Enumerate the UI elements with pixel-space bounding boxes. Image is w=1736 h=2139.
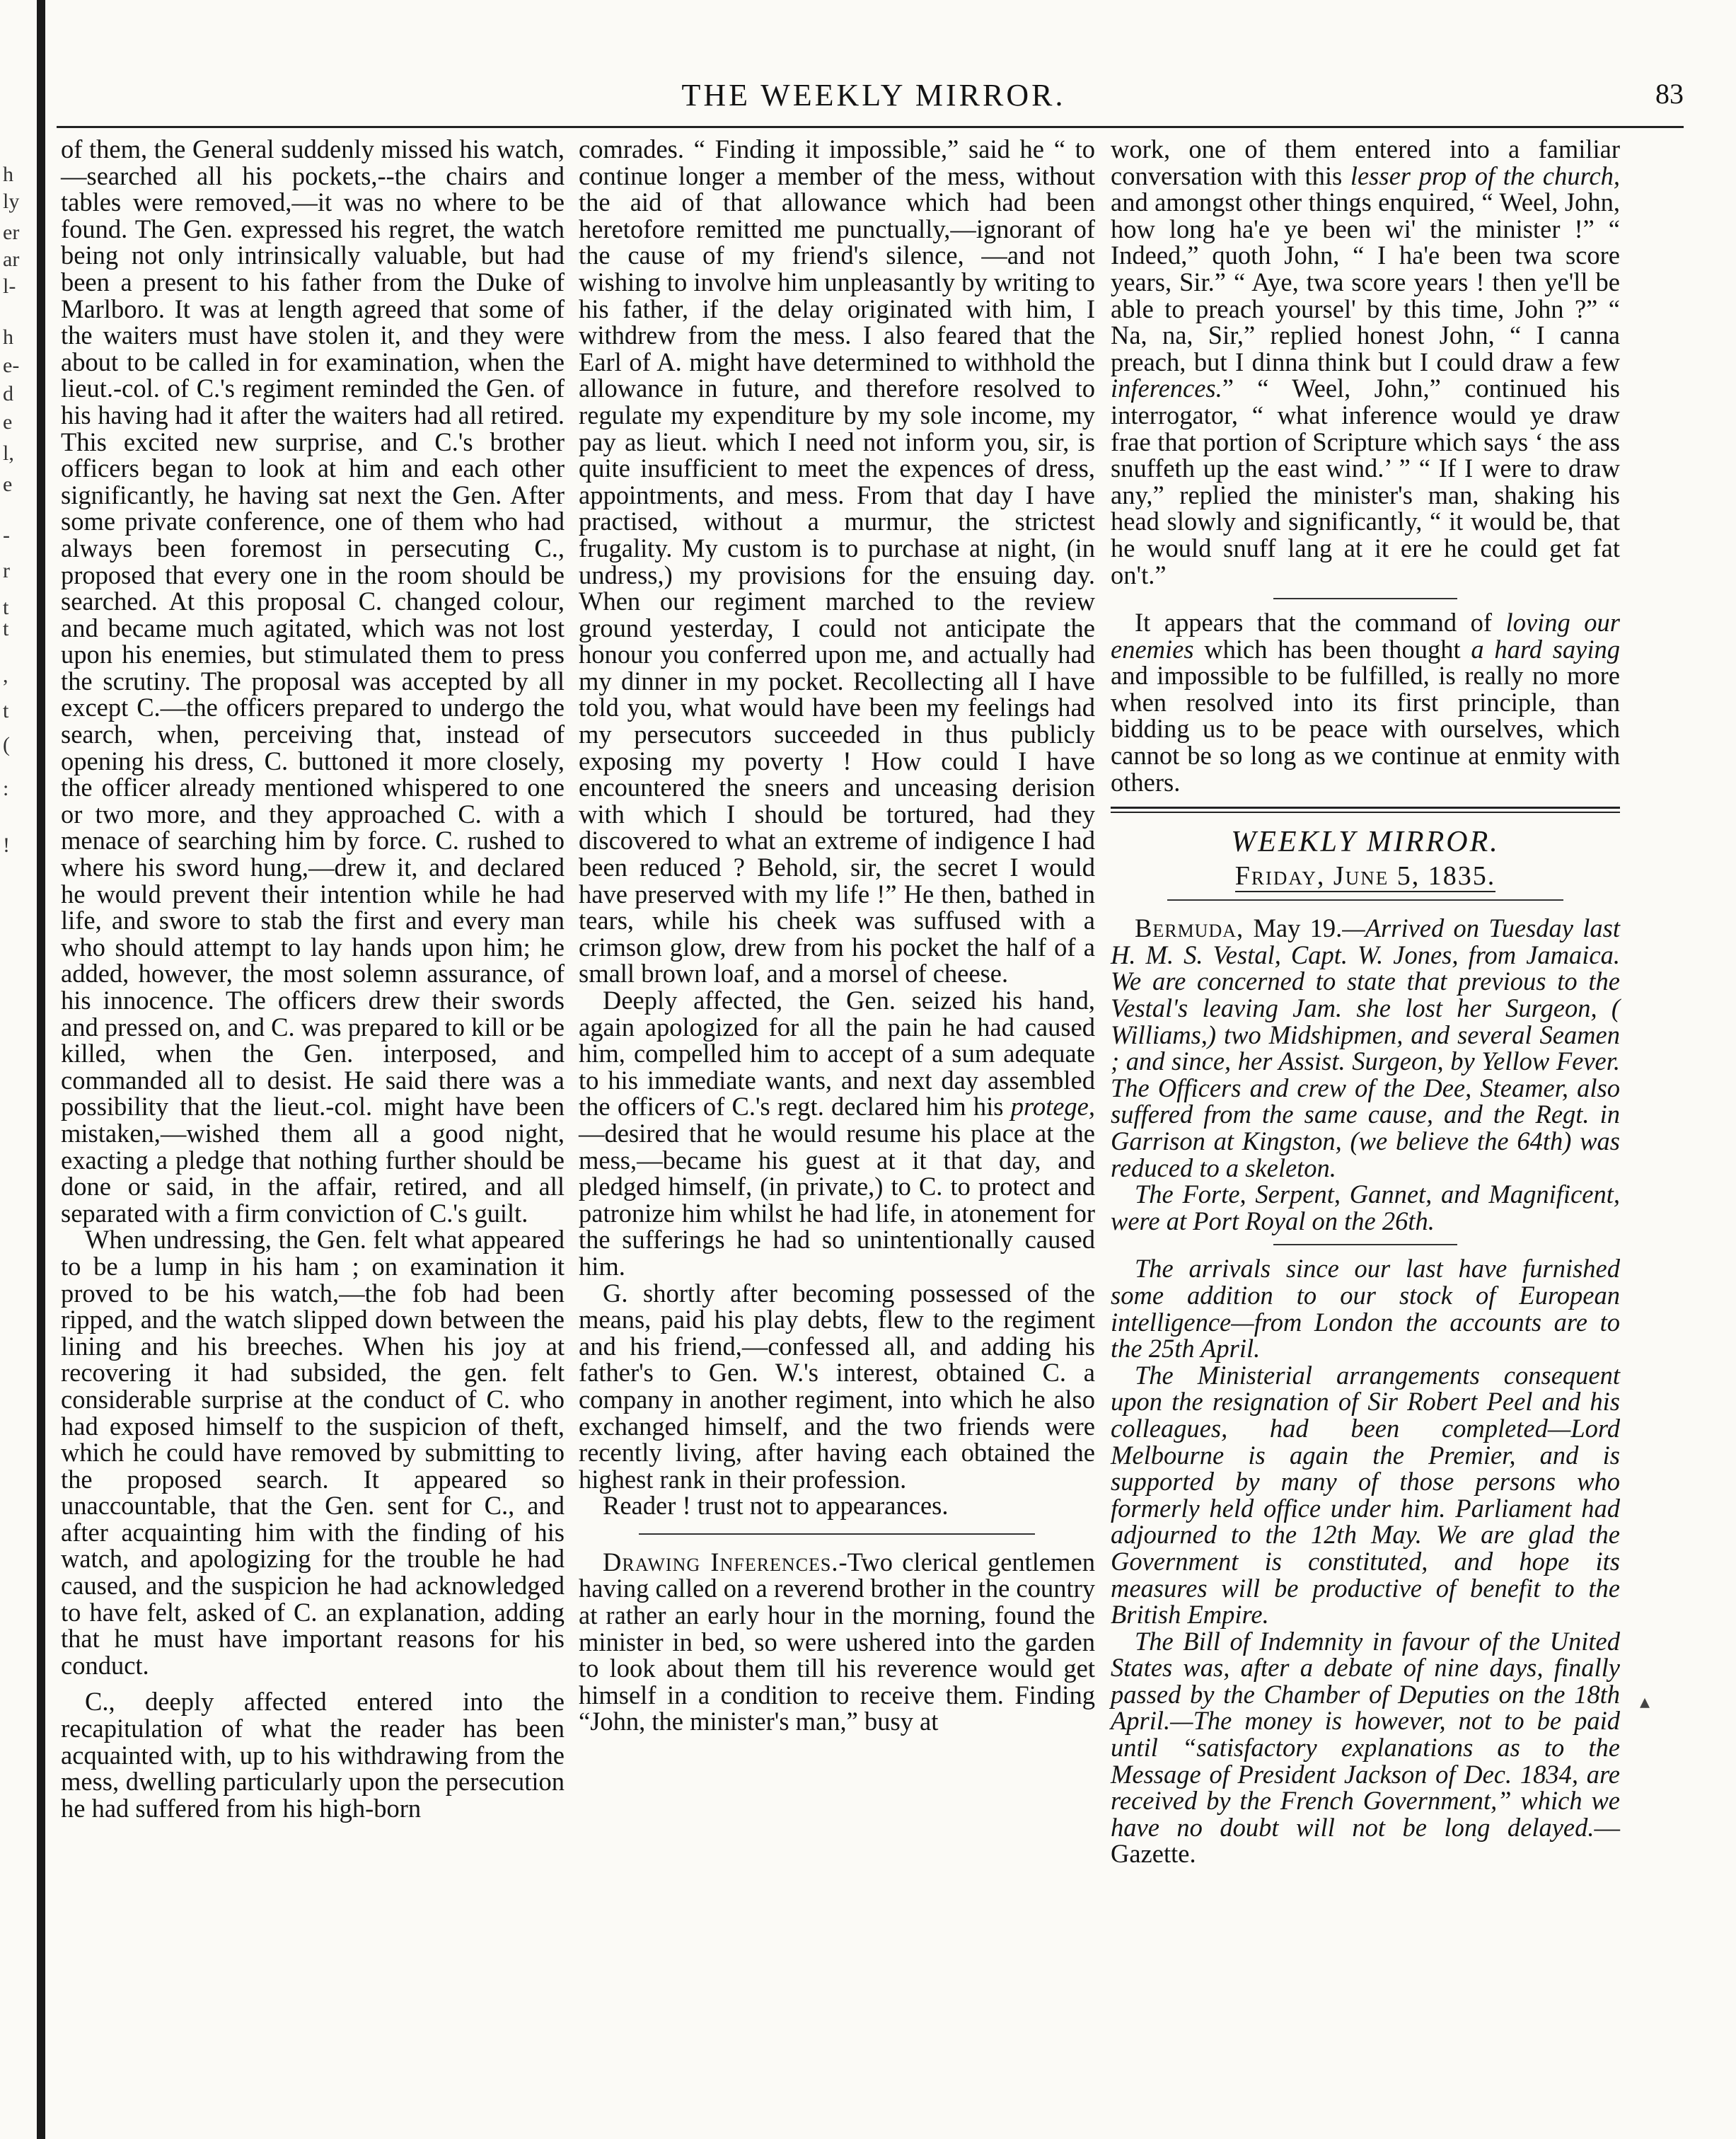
story-paragraph: C., deeply affected entered into the recapitulation of what the reader has been acquainted with, up to his withdrawing from the mess, dwelling particularly upon the persecution he had suffered from his high-born: [61, 1687, 565, 1823]
masthead-bottom-rule: [1167, 899, 1563, 901]
story-continuation: comrades. “ Finding it impossible,” said he “ to continue longer a member of the mess, without the aid of that allowance which had been heretofore remitted me punctually,—ignorant of the cause of my friend's silence, —and not wishing to involve him unpleasantly by writing to his father, if the delay originated with him, I withdrew from the mess. I also feared that the Earl of A. might have determined to withhold the allowance in future, and therefore resolved to regulate my expenditure by my sole income, my pay as lieut. which I need not inform you, sir, is quite insufficient to meet the expences of dress, appointments, and mess. From that day I have practised, without a murmur, the strictest frugality. My custom is to purchase at night, (in undress,) my provisions for the ensuing day. When our regiment marched to the review ground yesterday, I could not anticipate the honour you conferred upon me, and actually had my dinner in my pocket. Recollecting all I have told you, what would have been my feelings had my persecutors succeeded in thus publicly exposing my poverty ! How could I have encountered the sneers and unceasing derision with which I should be tortured, had they discovered to what an extreme of indigence I had been reduced ? Behold, sir, the secret I would have preserved with my life !” He then, bathed in tears, while his cheek was suffused with a crimson glow, drew from his pocket the half of a small brown loaf, and a morsel of cheese.: [579, 134, 1095, 988]
gutter-fragment: -: [3, 524, 10, 547]
gutter-fragment: :: [3, 777, 9, 800]
gutter-fragment: e: [3, 473, 13, 496]
item-divider: [1273, 1244, 1457, 1245]
column-3: [1111, 136, 1620, 1867]
gutter-fragment: h: [3, 325, 13, 349]
gutter-fragment: l,: [3, 442, 14, 465]
stray-mark: ▴: [1640, 1691, 1650, 1713]
masthead-rule: [1111, 807, 1620, 813]
anecdote-paragraph: Drawing Inferences.-Two clerical gentlemen having called on a reverend brother in the country at rather an early hour in the morning, found the minister in bed, so were ushered into the garden to look about them till his reverence would get himself in a condition to receive them. Finding “John, the minister's man,” busy at: [579, 1547, 1095, 1736]
news-arrivals: The arrivals since our last have furnished some addition to our stock of European intelligence—from London the accounts are to the 25th April.: [1111, 1254, 1620, 1363]
running-title: THE WEEKLY MIRROR.: [681, 78, 1066, 113]
news-ministerial: The Ministerial arrangements consequent upon the resignation of Sir Robert Peel and his colleagues, had been completed—Lord Melbourne is again the Premier, and is supported by many of those persons who formerly held office under him. Parliament had adjourned to the 12th May. We are glad the Government is constituted, and hope its measures will be productive of benefit to the British Empire.: [1111, 1360, 1620, 1630]
gutter-fragment: !: [3, 834, 10, 857]
gutter-fragment: ,: [3, 664, 8, 687]
page-number: 83: [1655, 78, 1684, 110]
gutter-fragment: t: [3, 596, 9, 619]
gutter-fragment: d: [3, 382, 13, 405]
gutter-fragment: e: [3, 410, 13, 434]
binding-bar: [37, 0, 45, 2139]
story-moral: Reader ! trust not to appearances.: [603, 1491, 949, 1521]
binding-gutter: [0, 0, 50, 2139]
gutter-fragment: l-: [3, 275, 16, 298]
story-paragraph: Deeply affected, the Gen. seized his hand, again apologized for all the pain he had caused him, compelled him to accept of a sum adequate to his immediate wants, and next day assembled the officers of C.'s regt. declared him his protege,—desired that he would resume his place at the mess,—became his guest at it that day, and pledged himself, (in private,) to C. to protect and patronize him whilst he had life, in atonement for the sufferings he had so unintentionally caused him.: [579, 986, 1095, 1281]
gutter-fragment: e-: [3, 354, 20, 377]
gutter-fragment: ly: [3, 190, 20, 213]
story-paragraph: When undressing, the Gen. felt what appeared to be a lump in his ham ; on examination it proved to be his watch,—the fob had been ripped, and the watch slipped down between the lining and his breeches. When his joy at recovering it had subsided, the gen. felt considerable surprise at the conduct of C. who had exposed himself to the suspicion of theft, which he could have removed by submitting to the proposed search. It appeared so unaccountable, that the Gen. sent for C., and after acquainting him with the finding of his watch, and apologizing for the trouble he had caused, and the suspicion he had acknowledged to have felt, asked of C. an explanation, adding that he must have important reasons for his conduct.: [61, 1225, 565, 1680]
news-bermuda: Bermuda, May 19.—Arrived on Tuesday last H. M. S. Vestal, Capt. W. Jones, from Jamaica. We are concerned to state that previous to the Vestal's leaving Jam. she lost her Surgeon, ( Williams,) two Midshipmen, and several Seamen ; and since, her Assist. Surgeon, by Yellow Fever. The Officers and crew of the Dee, Steamer, also suffered from the same cause, and the Regt. in Garrison at Kingston, (we believe the 64th) was reduced to a skeleton.: [1111, 913, 1620, 1182]
anecdote-heading: Drawing Inferences.: [603, 1547, 839, 1576]
item-divider: [1273, 598, 1457, 599]
gutter-fragment: t: [3, 699, 9, 722]
story-paragraph: G. shortly after becoming possessed of the means, paid his play debts, flew to the regiment and his friend,—confessed all, and adding his father's to Gen. W.'s interest, obtained C. a company in another regiment, into which he also exchanged himself, and the two friends were recently living, after having each obtained the highest rank in their profession.: [579, 1278, 1095, 1494]
column-1: [61, 136, 565, 1821]
column-2: [579, 136, 1095, 1735]
moral-paragraph: It appears that the command of loving our enemies which has been thought a hard saying and impossible to be fulfilled, is really no more when resolved into its first principle, than bidding us to be peace with ourselves, which cannot be so long as we continue at enmity with others.: [1111, 608, 1621, 797]
gutter-fragment: ar: [3, 248, 20, 271]
gutter-fragment: t: [3, 617, 9, 640]
news-ships: The Forte, Serpent, Gannet, and Magnificent, were at Port Royal on the 26th.: [1111, 1180, 1620, 1235]
gutter-fragment: er: [3, 221, 20, 244]
gutter-fragment: (: [3, 733, 10, 756]
news-indemnity: The Bill of Indemnity in favour of the United States was, after a debate of nine days, finally passed by the Chamber of Deputies on the 18th April.—The money is however, not to be paid until “satisfactory explanations as to the Message of President Jackson of Dec. 1834, are received by the French Government,” which we have no doubt will not be long delayed.—Gazette.: [1111, 1626, 1620, 1869]
gutter-fragment: r: [3, 559, 10, 582]
dateline: Friday, June 5, 1835.: [1234, 861, 1496, 892]
story-continuation: of them, the General suddenly missed his watch,—searched all his pockets,--the chairs and tables were removed,—it was no where to be found. The Gen. expressed his regret, the watch being not only intrinsically valuable, but had been a present to his father from the Duke of Marlboro. It was at length agreed that some of the waiters must have stolen it, and they were about to be called in for examination, when the lieut.-col. of C.'s regiment reminded the Gen. of his having had it after the waiters had all retired. This excited new surprise, and C.'s brother officers began to look at him and each other significantly, he having sat next the Gen. After some private conference, one of them who had always been foremost in persecuting C., proposed that every one in the room should be searched. At this proposal C. changed colour, and became much agitated, which was not lost upon his enemies, but stimulated them to press the scrutiny. The proposal was accepted by all except C.—the officers prepared to undergo the search, when, perceiving that, instead of opening his dress, C. buttoned it more closely, the officer already mentioned whispered to one or two more, and they approached C. with a menace of searching him by force. C. rushed to where his sword hung,—drew it, and declared he would prevent their intention while he had life, and swore to stab the first and every man who should attempt to lay hands upon him; he added, however, the most solemn assurance, of his innocence. The officers drew their swords and pressed on, and C. was prepared to kill or be killed, when the Gen. interposed, and commanded all to desist. He said there was a possibility that the lieut.-col. might have been mistaken,—wished them all a good night, exacting a pledge that nothing further should be done or said, in the affair, retired, and all separated with a firm conviction of C.'s guilt.: [61, 134, 565, 1228]
section-divider: [639, 1533, 1035, 1535]
page-header: [64, 74, 1684, 117]
gutter-fragment: h: [3, 163, 13, 186]
anecdote-continuation: work, one of them entered into a familiar conversation with this lesser prop of the church, and amongst other things enquired, “ Weel, John, how long ha'e ye been wi' the minister !” “ Indeed,” quoth John, “ I ha'e been twa score years, Sir.” “ Aye, twa score years ! then ye'll be able to preach yoursel' by this time, John ?” “ Na, na, Sir,” replied honest John, “ I canna preach, but I dinna think but I could draw a few inferences.” “ Weel, John,” continued his interrogator, “ what inference would ye draw frae that portion of Scripture which says ‘ the ass snuffeth up the east wind.’ ” “ If I were to draw any,” replied the minister's man, shaking his head slowly and significantly, “ it would be, that he would snuff lang at it ere he could get fat on't.”: [1111, 134, 1620, 589]
header-rule: [57, 126, 1684, 128]
masthead: WEEKLY MIRROR.: [1231, 826, 1500, 859]
